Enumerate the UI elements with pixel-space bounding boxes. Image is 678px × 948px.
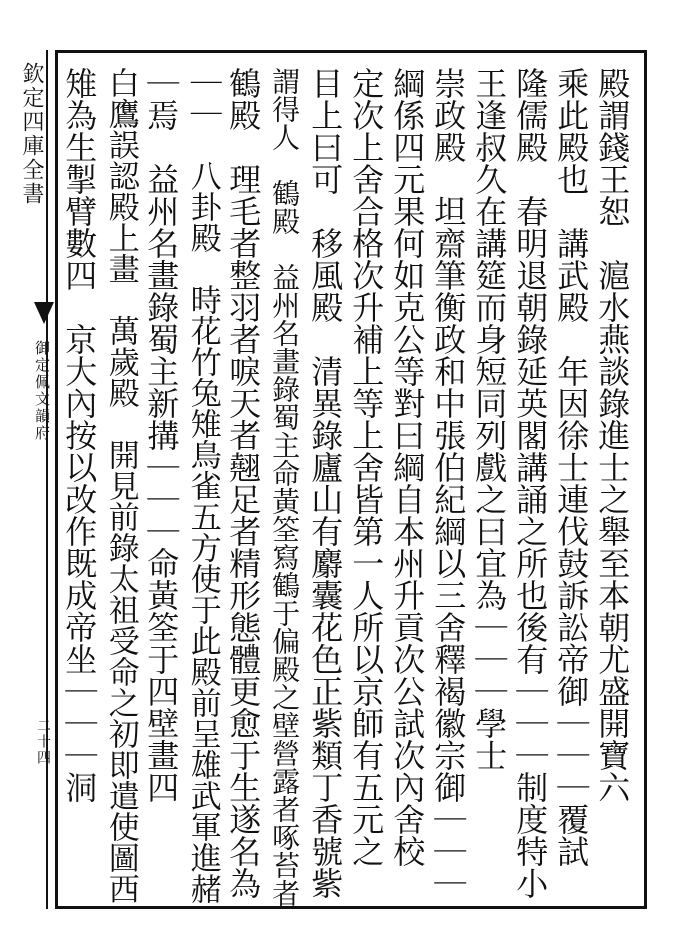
text-column: 目上曰可 移風殿 清異錄廬山有麝囊花色正紫類丁香號紫 xyxy=(306,67,345,899)
fish-tail-mark-icon xyxy=(34,302,54,324)
text-column: 白鷹誤認殿上畫 萬歲殿 開見前錄太祖受命之初即遣使圖西 xyxy=(102,67,139,904)
text-column: 雉為生掣臂數四 京大內按以改作既成帝坐｜｜｜洞 xyxy=(60,67,99,803)
text-column: ｜｜ 八卦殿 時花竹兔雉鳥雀五方使于此殿前呈雄武軍進赭 xyxy=(184,67,221,904)
margin-divider xyxy=(46,50,48,909)
text-column: 殿謂錢王恕 滬水燕談錄進士之舉至本朝尤盛開寶六 xyxy=(593,67,632,803)
text-column: 乘此殿也 講武殿 年因徐士連伐鼓訴訟帝御｜｜｜覆試 xyxy=(552,67,591,867)
book-title: 御定佩文韻府 xyxy=(33,340,51,442)
frame-right-border xyxy=(644,50,647,909)
text-column: 崇政殿 坦齋筆衡政和中張伯紀綱以三舍釋褐徽宗御｜｜｜ xyxy=(429,67,468,899)
text-column: 鶴殿 理毛者整羽者唳天者翹足者精形態體更愈于生遂名為 xyxy=(224,67,263,899)
text-column: 定次上舍合格次升補上等上舍皆第一人所以京師有五元之 xyxy=(347,67,386,867)
text-column: ｜焉 益州名畫錄蜀主新搆｜｜｜命黃筌于四壁畫四 xyxy=(142,67,181,803)
text-area xyxy=(58,53,644,906)
margin-band xyxy=(0,50,55,909)
text-column: 謂得人 鶴殿 益州名畫錄蜀主命黃筌寫鶴于偏殿之壁營露者啄苔者 xyxy=(268,67,302,907)
collection-title: 欽定四庫全書 xyxy=(19,62,44,206)
text-column: 王逢叔久在講筵而身短同列戲之曰宜為｜｜｜學士 xyxy=(470,67,509,771)
text-column: 綱係四元果何如克公等對曰綱自本州升貢次公試次內舍校 xyxy=(388,67,427,867)
page-number: 二十四 xyxy=(35,718,51,766)
text-column: 隆儒殿 春明退朝錄延英閣講誦之所也後有｜｜｜制度特小 xyxy=(511,67,550,899)
